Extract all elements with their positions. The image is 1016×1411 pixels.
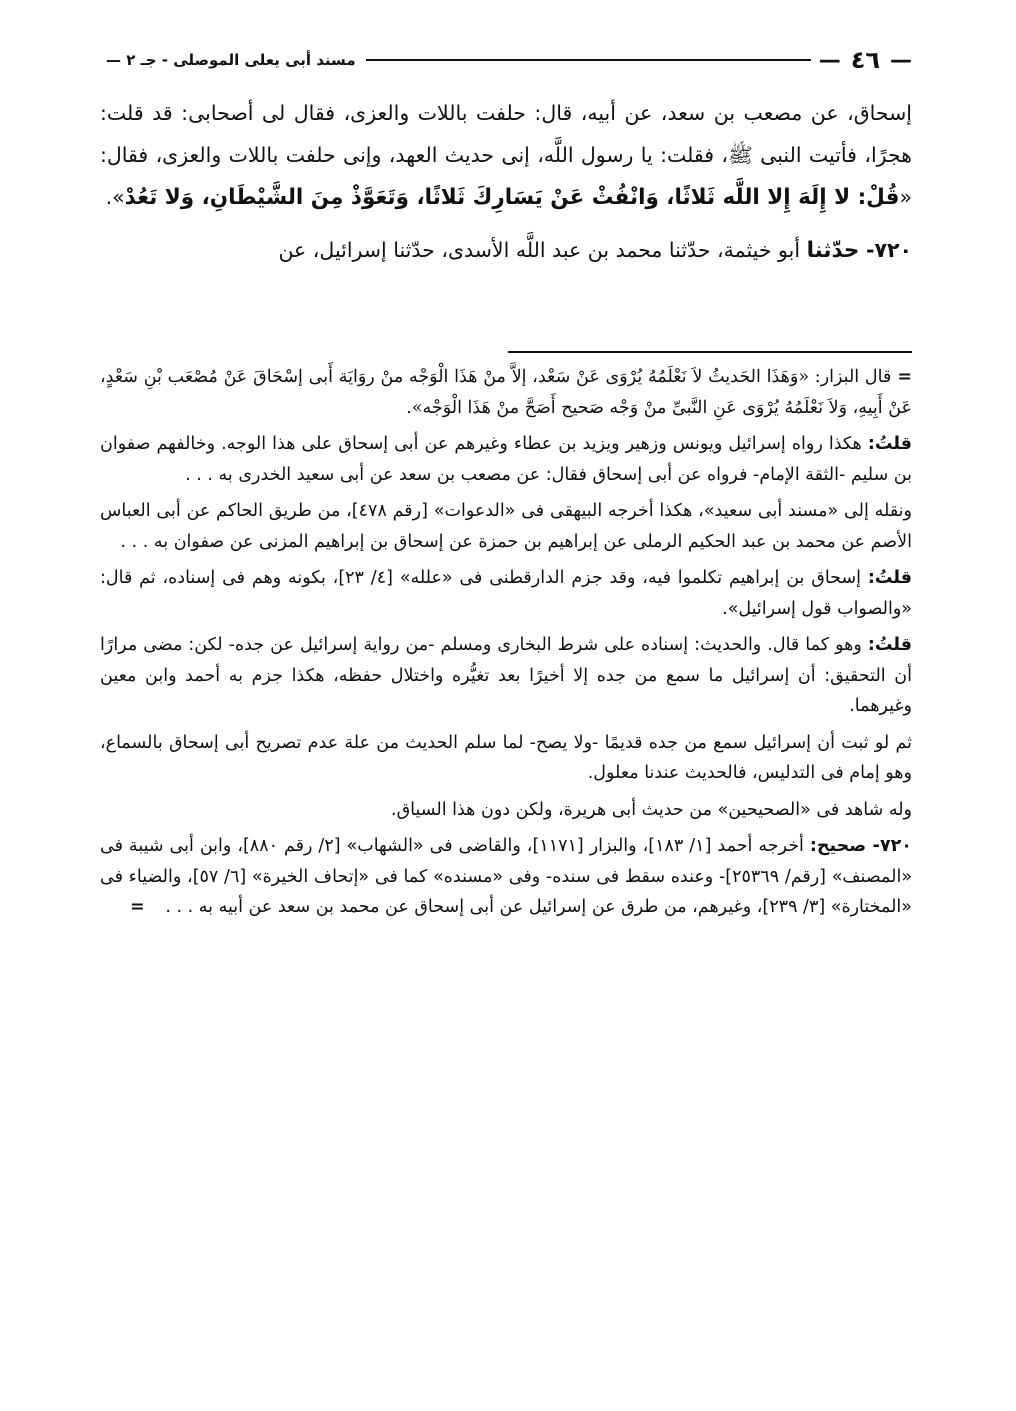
header-rule xyxy=(366,59,811,61)
footnote-paragraph: =قال البزار: «وَهَذَا الحَديثُ لاَ نَعْلَمُهُ يُرْوَى عَنْ سَعْد، إلاَّ منْ هَذَا الْوَجْه منْ روَايَة أَبى إسْحَاقَ عَنْ مُصْعَب بْنِ سَعْدٍ، عَنْ أَبِيهِ، وَلاَ نَعْلَمُهُ يُرْوَى عَنِ النَّبىِّ منْ وَجْه صَحيح أَصَحَّ منْ هَذَا الْوَجْه». xyxy=(100,367,912,418)
footnote-paragraph: قلتُ: وهو كما قال. والحديث: إسناده على شرط البخارى ومسلم -من رواية إسرائيل عن جده- لكن: مضى مرارًا أن التحقيق: أن إسرائيل ما سمع من جده إلا أخيرًا بعد تغيُّره واختلال حفظه، هكذا جزم به أحمد وابن معين وغيرهما. xyxy=(100,635,912,716)
footnote-paragraph: ونقله إلى «مسند أبى سعيد»، هكذا أخرجه البيهقى فى «الدعوات» [رقم ٤٧٨]، من طريق الحاكم عن أبى العباس الأصم عن محمد بن عبد الحكيم الرملى عن إبراهيم بن حمزة عن إسحاق بن إبراهيم المزنى عن صفوان به . . . xyxy=(100,501,912,552)
hadith-720-paragraph: ٧٢٠- حدّثنا أبو خيثمة، حدّثنا محمد بن عبد اللَّه الأسدى، حدّثنا إسرائيل، عن xyxy=(278,238,912,263)
prophet-saying: قُلْ: لا إِلَهَ إِلا اللَّه ثَلاثًا، وَانْفُثْ عَنْ يَسَارِكَ ثَلاثًا، وَتَعَوَّذْ مِنَ الشَّيْطَانِ، وَلا تَعُدْ xyxy=(124,185,900,210)
header-dash: — xyxy=(890,47,912,73)
footnote-paragraph: قلتُ: إسحاق بن إبراهيم تكلموا فيه، وقد جزم الدارقطنى فى «علله» [٤/ ٢٣]، بكونه وهم فى إسناده، ثم قال: «والصواب قول إسرائيل». xyxy=(100,568,912,619)
hadith-number: ٧٢٠- xyxy=(865,238,912,262)
page-header xyxy=(100,42,916,78)
header-dash: — xyxy=(818,47,841,73)
footnote-paragraph: ٧٢٠- صحيح: أخرجه أحمد [١/ ١٨٣]، والبزار [١١٧١]، والقاضى فى «الشهاب» [٢/ رقم ٨٨٠]، وابن أبى شيبة فى «المصنف» [رقم/ ٢٥٣٦٩]- وعنده سقط فى سنده- وفى «مسنده» كما فى «إتحاف الخيرة» [٦/ ٥٧]، والضياء فى «المختارة» [٣/ ٢٣٩]، وغيرهم، من طرق عن إسرائيل عن أبى إسحاق عن محمد بن سعد عن أبيه به . . . = xyxy=(100,831,912,923)
footnote-paragraph: قلتُ: هكذا رواه إسرائيل ويونس وزهير ويزيد بن عطاء وغيرهم عن أبى إسحاق على هذا الوجه. وخالفهم صفوان بن سليم -الثقة الإمام- فرواه عن أبى إسحاق فقال: عن مصعب بن سعد عن أبى سعيد الخدرى به . . . xyxy=(100,434,912,485)
hadith-paragraph: إسحاق، عن مصعب بن سعد، عن أبيه، قال: حلفت باللات والعزى، فقال لى أصحابى: قد قلت: هجرًا، فأتيت النبى ﷺ، فقلت: يا رسول اللَّه، إنى حديث العهد، وإنى حلفت باللات والعزى، فقال: «قُلْ: لا إِلَهَ إِلا اللَّه ثَلاثًا، وَانْفُثْ عَنْ يَسَارِكَ ثَلاثًا، وَتَعَوَّذْ مِنَ الشَّيْطَانِ، وَلا تَعُدْ». xyxy=(100,101,912,210)
footnotes xyxy=(100,362,912,929)
continuation-mark: = xyxy=(897,367,912,387)
footnote-paragraph: وله شاهد فى «الصحيحين» من حديث أبى هريرة، ولكن دون هذا السياق. xyxy=(391,799,912,820)
page-number: ٤٦ xyxy=(850,46,880,74)
main-text xyxy=(100,92,912,272)
continuation-mark: = xyxy=(130,897,145,917)
footnote-paragraph: ثم لو ثبت أن إسرائيل سمع من جده قديمًا -ولا يصح- لما سلم الحديث من علة عدم تصريح أبى إسحاق بالسماع، وهو إمام فى التدليس، فالحديث عندنا معلول. xyxy=(100,732,912,783)
book-title: مسند أبى يعلى الموصلى - جـ ٢ — xyxy=(106,51,356,69)
footnote-separator xyxy=(508,351,912,353)
